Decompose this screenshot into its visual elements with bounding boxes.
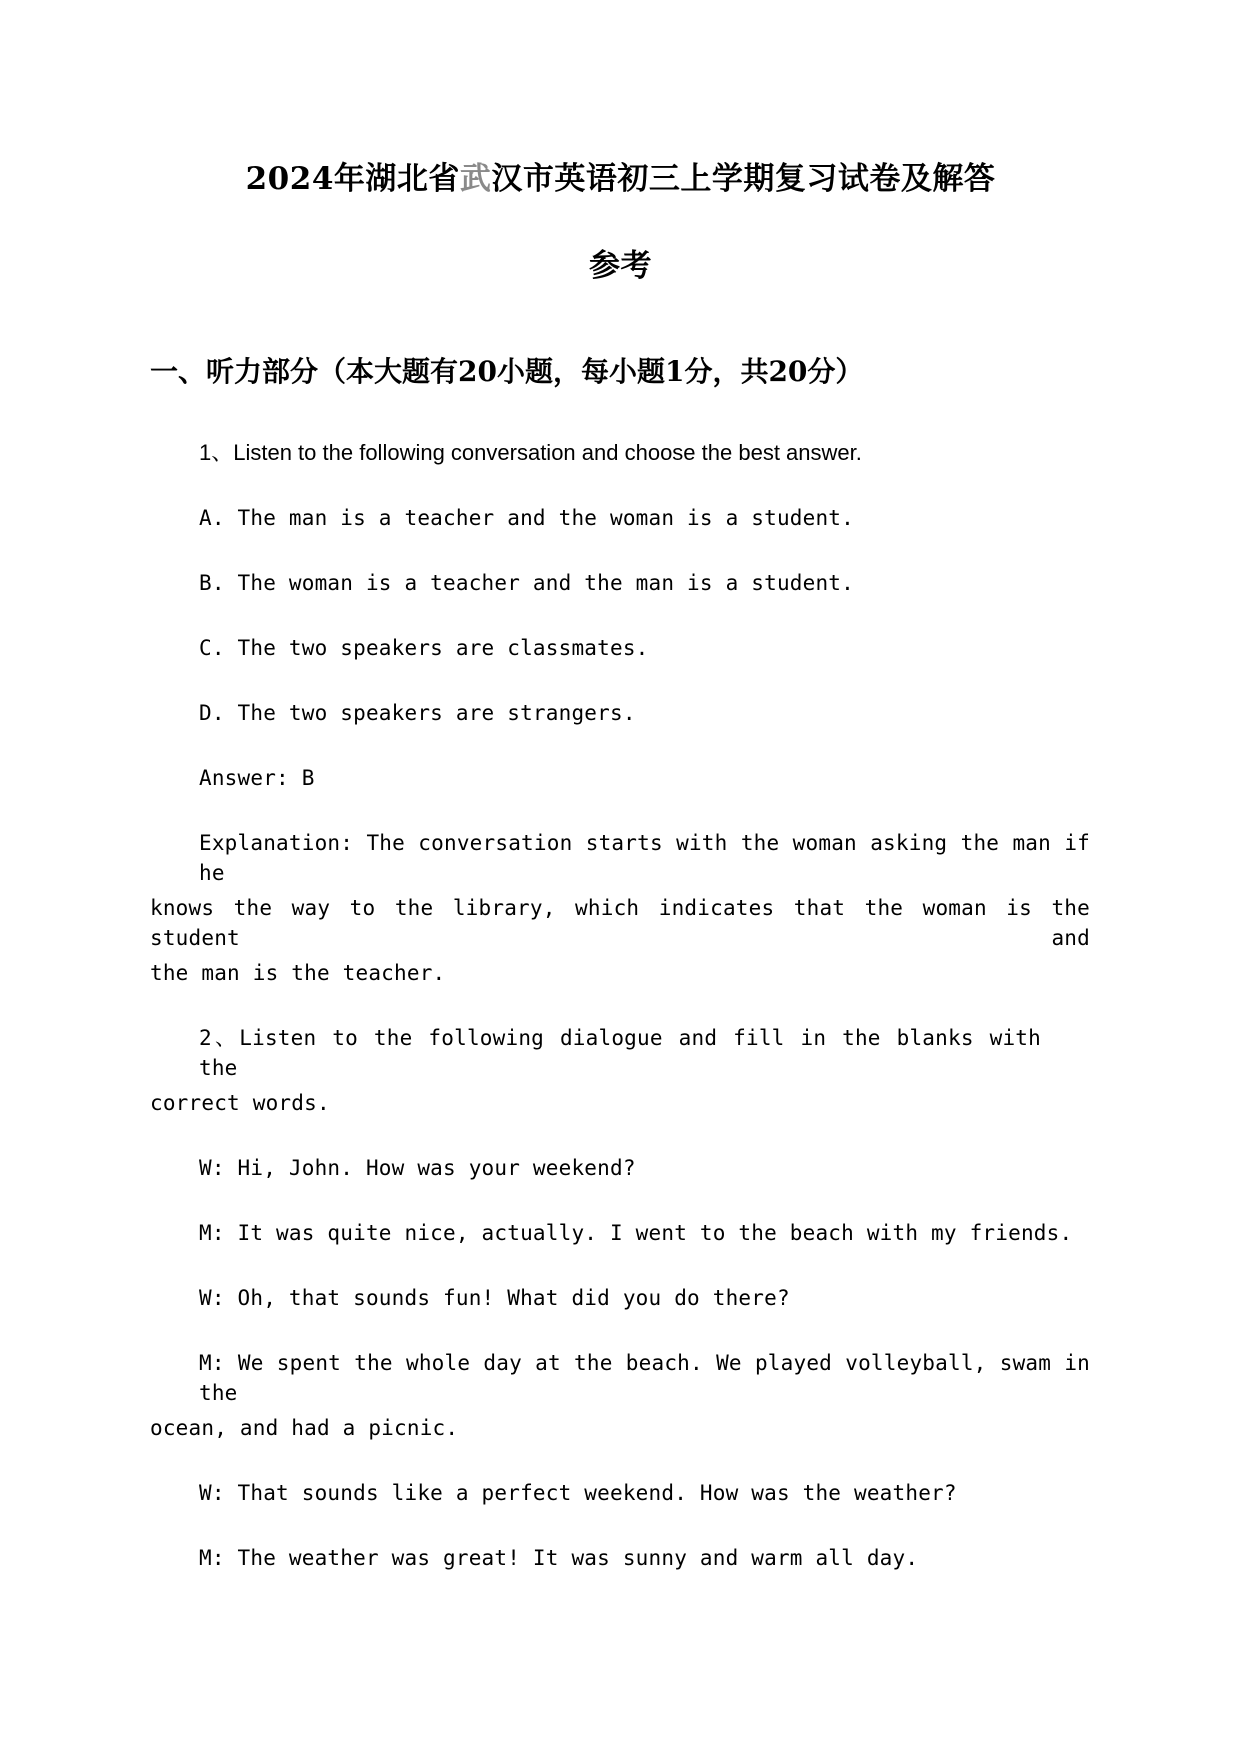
q2-dialogue-line4a: M: We spent the whole day at the beach. We played volleyball, swam in the xyxy=(199,1351,1090,1405)
q2-prompt-line1: 2、Listen to the following dialogue and fill in the blanks with the xyxy=(199,1026,1041,1080)
q2-dialogue-line2: M: It was quite nice, actually. I went to the beach with my friends. xyxy=(199,1221,1073,1245)
section-heading-listening: 一、听力部分（本大题有20小题，每小题1分，共20分） xyxy=(150,355,864,388)
q2-dialogue-line6: M: The weather was great! It was sunny and warm all day. xyxy=(199,1546,919,1570)
q2-dialogue-line1: W: Hi, John. How was your weekend? xyxy=(199,1156,636,1180)
q1-option-a: A. The man is a teacher and the woman is a student. xyxy=(199,506,854,530)
title-highlight-char: 武 xyxy=(459,161,492,197)
q2-prompt-line2: correct words. xyxy=(150,1091,330,1115)
q1-explanation-line2: knows the way to the library, which indicates that the woman is the student and xyxy=(150,896,1090,950)
q1-option-b: B. The woman is a teacher and the man is a student. xyxy=(199,571,854,595)
q1-option-c: C. The two speakers are classmates. xyxy=(199,636,649,660)
q2-dialogue-line5: W: That sounds like a perfect weekend. How was the weather? xyxy=(199,1481,957,1505)
q2-dialogue-line4b: ocean, and had a picnic. xyxy=(150,1416,459,1440)
q1-explanation-line1: Explanation: The conversation starts with the woman asking the man if he xyxy=(199,831,1090,885)
q1-answer: Answer: B xyxy=(199,766,315,790)
document-title-line2: 参考 xyxy=(589,248,652,284)
q2-dialogue-line3: W: Oh, that sounds fun! What did you do there? xyxy=(199,1286,790,1310)
document-title xyxy=(150,159,1091,199)
q1-prompt: 1、Listen to the following conversation and choose the best answer. xyxy=(199,440,862,465)
q1-option-d: D. The two speakers are strangers. xyxy=(199,701,636,725)
title-prefix: 2024年湖北省 xyxy=(245,161,460,197)
title-suffix: 汉市英语初三上学期复习试卷及解答 xyxy=(491,161,996,197)
q1-explanation-line3: the man is the teacher. xyxy=(150,961,446,985)
